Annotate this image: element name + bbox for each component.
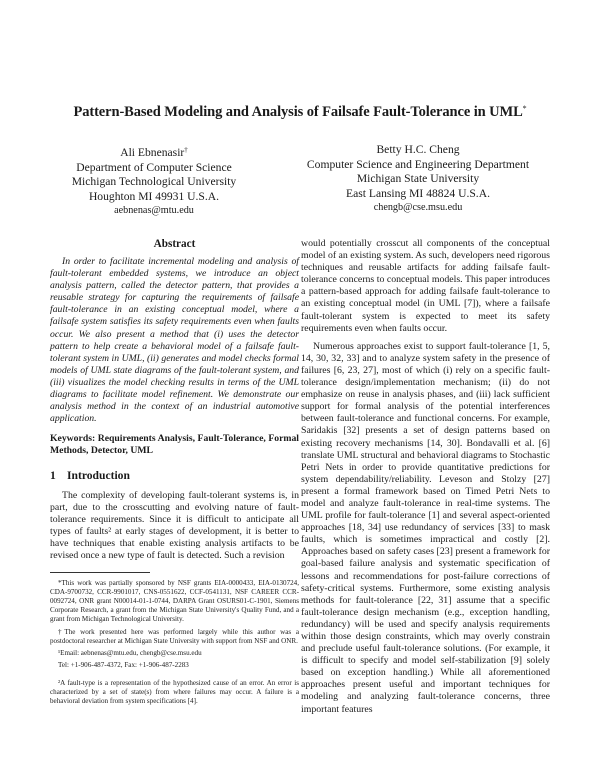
title-footnote-mark: * <box>522 104 527 113</box>
right-column <box>301 238 550 716</box>
intro-paragraph-3: Numerous approaches exist to support fault-tolerance [1, 5, 14, 30, 32, 33] and to analyze system safety in the presence of failures [6, 23, 27], most of which (i) rely on a specific fault-tolerance design/implementation mechanism; (ii) do not emphasize on reuse in analysis phases, and (iii) lack sufficient support for formal analysis of the potential interferences between fault-tolerance and functional concerns. For example, Saridakis [32] presents a set of design patterns based on existing recovery mechanisms [14, 30]. Bondavalli et al. [6] translate UML structural and behavioral diagrams to Stochastic Petri Nets in order to provide quantitative predictions for system dependability/reliability. Leveson and Stolzy [27] present a formal framework based on Timed Petri Nets to model and analyze fault-tolerance in real-time systems. The UML profile for fault-tolerance [1] and several aspect-oriented approaches [18, 34] use redundancy of services [33] to mask faults, which is sometimes impractical and costly [2]. Approaches based on safety cases [23] present a framework for goal-based failure analysis and systematic specification of lessons and recommendations for post-failure corrections of safety-critical systems. Furthermore, some existing analysis methods for fault-tolerance [22, 31] assume that a specific fault-tolerance design mechanism (e.g., exception handling, redundancy) will be used and specify analysis requirements within those design constraints, which may overly constrain and preclude useful fault-tolerance solutions. (For example, it is difficult to specify and model self-stabilization [9] solely based on exception handling.) While all aforementioned approaches present useful and important techniques for modeling and analyzing fault-tolerance concerns, three important features <box>301 340 550 715</box>
author-department: Computer Science and Engineering Department <box>306 157 530 171</box>
author-block-2 <box>262 143 574 216</box>
author-footnote-mark: † <box>184 146 188 154</box>
author-department: Department of Computer Science <box>76 160 232 174</box>
abstract-heading: Abstract <box>153 238 196 250</box>
author-name <box>38 143 270 161</box>
section-title: Introduction <box>67 468 130 482</box>
footnote-fault-type: ²A fault-type is a representation of the hypothesized cause of an error. An error is characterized by a set of state(s) from where failures may occur. A failure is a behavioral deviation from system specifications [4]. <box>50 678 299 706</box>
paper-title <box>40 104 560 121</box>
author-email: aebnenas@mtu.edu <box>114 205 194 217</box>
footnote-rule <box>50 572 150 573</box>
author-organization: Michigan Technological University <box>71 175 237 189</box>
left-column <box>50 238 299 709</box>
footnote-funding: *This work was partially sponsored by NSF grants EIA-0000433, EIA-0130724, CDA-9700732, CCR-9901017, CNS-0551622, CCF-0541131, NSF CAREER CCR-0092724, ONR grant N00014-01-1-0744, DARPA Grant OSURS01-C-1901, Siemens Corporate Research, a grant from the Michigan State University's Quality Fund, and a grant from Michigan Technological University. <box>50 579 299 624</box>
author-address: Houghton MI 49931 U.S.A. <box>88 189 220 203</box>
author-name: Betty H.C. Cheng <box>376 143 460 156</box>
footnote-email: ¹Email: aebnenas@mtu.edu, chengb@cse.msu.edu <box>58 648 202 657</box>
keywords: Keywords: Requirements Analysis, Fault-Tolerance, Formal Methods, Detector, UML <box>50 433 299 457</box>
author-name-text: Ali Ebnenasir <box>120 146 185 159</box>
paper-title-text: Pattern-Based Modeling and Analysis of Failsafe Fault-Tolerance in UML <box>73 104 523 120</box>
footnote-phone: Tel: +1-906-487-4372, Fax: +1-906-487-2283 <box>58 660 189 669</box>
author-block-1 <box>38 143 270 219</box>
author-address: East Lansing MI 48824 U.S.A. <box>346 186 490 200</box>
section-number: 1 <box>50 468 56 482</box>
author-email: chengb@cse.msu.edu <box>373 202 463 214</box>
author-organization: Michigan State University <box>356 172 480 186</box>
intro-paragraph-1: The complexity of developing fault-tolerant systems is, in part, due to the crosscutting and evolving nature of fault-tolerance requirements. Since it is difficult to anticipate all types of faults² at early stages of development, it is better to have techniques that enable existing analysis artifacts to be revised once a new type of fault is detected. Such a revision <box>50 489 299 561</box>
introduction-heading <box>50 469 299 482</box>
abstract-text: In order to facilitate incremental modeling and analysis of fault-tolerant embedded systems, we introduce an object analysis pattern, called the detector pattern, that provides a reusable strategy for capturing the requirements of failsafe fault-tolerance in an existing conceptual model, where a failsafe system satisfies its safety requirements even when faults occur. We also present a method that (i) uses the detector pattern to help create a behavioral model of a failsafe fault-tolerant system in UML, (ii) generates and model checks formal models of UML state diagrams of the fault-tolerant system, and (iii) visualizes the model checking results in terms of the UML diagrams to facilitate model refinement. We demonstrate our analysis method in the context of an industrial automotive application. <box>50 256 299 425</box>
intro-paragraph-2: would potentially crosscut all components of the conceptual model of an existing system. As such, developers need rigorous techniques and reusable artifacts for adding failsafe fault-tolerance concerns to conceptual models. This paper introduces a pattern-based approach for adding failsafe fault-tolerance to an existing conceptual model (in UML [7]), where a failsafe fault-tolerant system is expected to meet its safety requirements even when faults occur. <box>301 238 550 334</box>
footnote-author-note: †The work presented here was performed largely while this author was a postdoctoral researcher at Michigan State University with support from NSF and ONR. <box>50 627 299 645</box>
